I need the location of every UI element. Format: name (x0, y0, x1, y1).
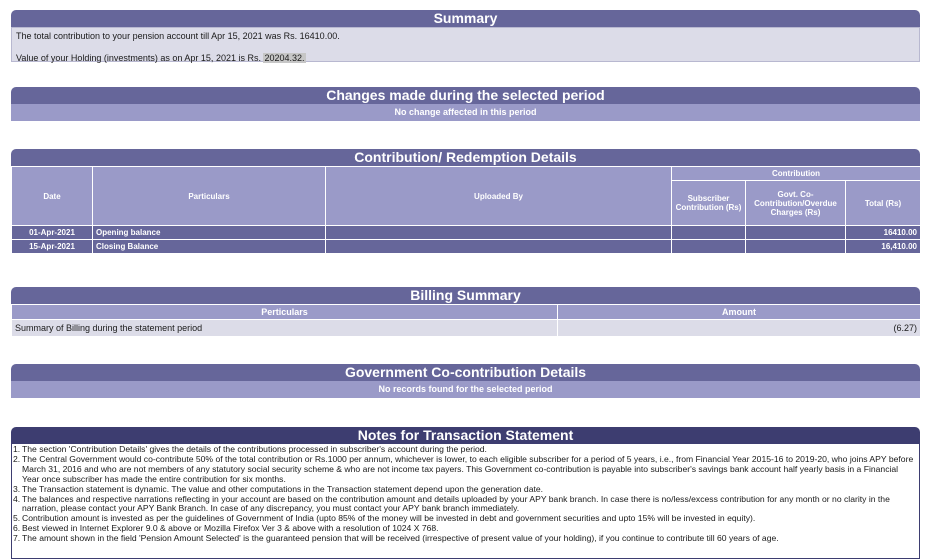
changes-title: Changes made during the selected period (11, 87, 920, 104)
billing-panel (11, 287, 920, 337)
changes-message: No change affected in this period (11, 104, 920, 121)
notes-body (11, 444, 920, 559)
row-total: 16,410.00 (846, 240, 921, 254)
list-item (12, 455, 919, 485)
row-date: 01-Apr-2021 (12, 226, 93, 240)
note-text: Best viewed in Internet Explorer 9.0 & above or Mozilla Firefox Ver 3 & above with a resolution of 1024 X 768. (22, 523, 439, 534)
govt-cocontribution-panel (11, 364, 920, 398)
notes-title: Notes for Transaction Statement (11, 427, 920, 444)
col-subscriber: Subscriber Contribution (Rs) (672, 181, 746, 226)
row-subscriber (672, 240, 746, 254)
holding-prefix: Value of your Holding (investments) as on Apr 15, 2021 is Rs. (16, 53, 264, 63)
col-govt: Govt. Co-Contribution/Overdue Charges (Rs) (746, 181, 846, 226)
table-row (12, 320, 921, 337)
notes-panel (11, 427, 920, 559)
note-number: 3. (13, 483, 21, 494)
contribution-table (11, 166, 921, 254)
list-item (12, 495, 919, 515)
note-number: 5. (13, 513, 21, 524)
row-particulars: Opening balance (93, 226, 326, 240)
summary-title: Summary (11, 10, 920, 27)
row-total: 16410.00 (846, 226, 921, 240)
note-number: 1. (13, 444, 21, 454)
col-contribution-group: Contribution (672, 167, 921, 181)
billing-row-particulars: Summary of Billing during the statement period (12, 320, 558, 337)
row-govt (746, 226, 846, 240)
contribution-title: Contribution/ Redemption Details (11, 149, 920, 166)
table-row (12, 226, 921, 240)
summary-panel (11, 10, 920, 62)
summary-body (11, 27, 920, 62)
note-text: The amount shown in the field 'Pension Amount Selected' is the guaranteed pension that will be received (irrespective of present value of your holding), if you continue to contribute till 60 years of age. (22, 533, 779, 544)
total-contribution-text: The total contribution to your pension account till Apr 15, 2021 was Rs. 16410.00. (16, 31, 340, 41)
row-govt (746, 240, 846, 254)
billing-col-amount: Amount (558, 305, 921, 320)
note-number: 6. (13, 523, 21, 534)
billing-row-amount: (6.27) (558, 320, 921, 337)
row-uploaded-by (326, 226, 672, 240)
col-date: Date (12, 167, 93, 226)
note-number: 7. (13, 533, 21, 544)
billing-table (11, 304, 921, 337)
holding-value-text (16, 53, 306, 63)
holding-value: 20204.32. (264, 53, 305, 63)
col-uploaded-by: Uploaded By (326, 167, 672, 226)
note-text: The section 'Contribution Details' gives the details of the contributions processed in subscriber's account during the period. (22, 444, 487, 454)
note-text: The Central Government would co-contribute 50% of the total contribution or Rs.1000 per annum, whichever is lower, to each eligible subscriber for a period of 5 years, i.e., from Financial Year 2015-16 to 2019-20, who joins APY before March 31, 2016 and who are not members of any statutory social security scheme & who are not income tax payers. This Government co-contribution is payable into subscriber's savings bank account half yearly basis in a Financial Year once subscriber has made the entire contribution for six months. (22, 453, 914, 484)
contribution-panel (11, 149, 920, 254)
billing-title: Billing Summary (11, 287, 920, 304)
note-text: The Transaction statement is dynamic. The value and other computations in the Transaction statement depend upon the generation date. (22, 483, 544, 494)
row-date: 15-Apr-2021 (12, 240, 93, 254)
col-total: Total (Rs) (846, 181, 921, 226)
billing-col-particulars: Perticulars (12, 305, 558, 320)
govt-cocontribution-title: Government Co-contribution Details (11, 364, 920, 381)
row-subscriber (672, 226, 746, 240)
row-particulars: Closing Balance (93, 240, 326, 254)
col-particulars: Particulars (93, 167, 326, 226)
govt-cocontribution-message: No records found for the selected period (11, 381, 920, 398)
note-number: 2. (13, 453, 21, 464)
note-number: 4. (13, 493, 21, 504)
row-uploaded-by (326, 240, 672, 254)
table-row (12, 240, 921, 254)
note-text: The balances and respective narrations reflecting in your account are based on the contribution amount and details uploaded by your APY bank branch. In case there is no/less/excess contribution for any month or no clarity in the narration, please contact your APY Bank Branch. In case of any discrepancy, you must contact your APY bank branch immediately. (22, 493, 890, 514)
list-item (12, 534, 919, 544)
note-text: Contribution amount is invested as per the guidelines of Government of India (upto 85% of the money will be invested in debt and government securities and upto 15% will be invested in equity). (22, 513, 756, 524)
changes-panel (11, 87, 920, 121)
